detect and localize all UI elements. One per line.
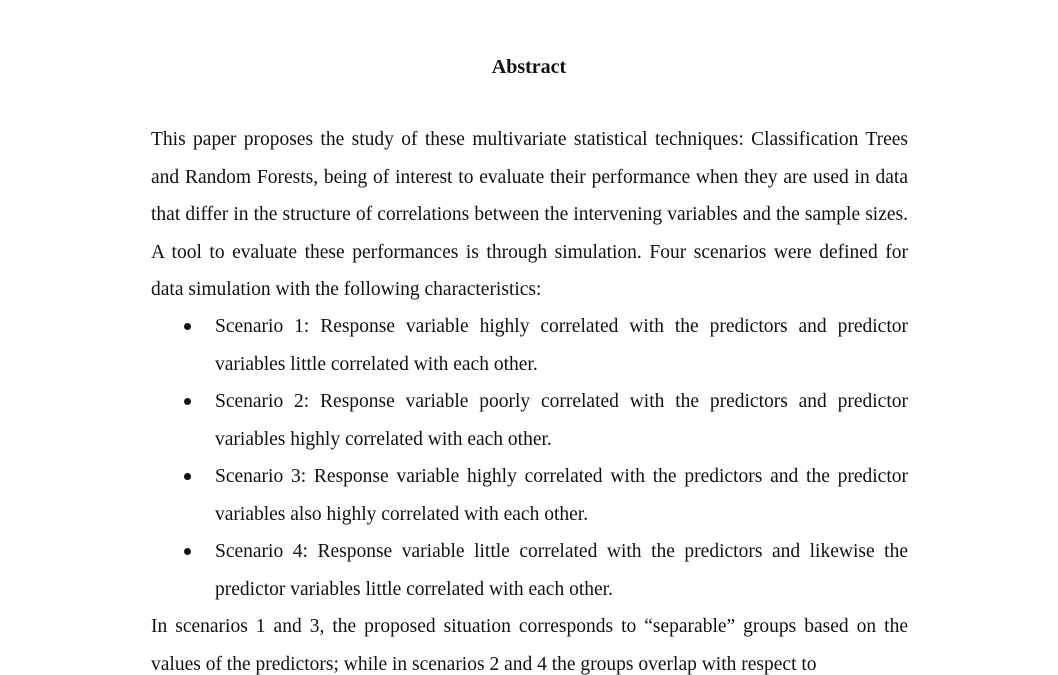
bullet-icon [184, 398, 191, 405]
bullet-icon [184, 473, 191, 480]
scenario-list [151, 308, 908, 608]
bullet-icon [184, 323, 191, 330]
scenario-text-3: Scenario 3: Response variable highly correlated with the predictors and the predictor variables also highly correlated with each other. [215, 466, 908, 525]
scenario-text-4: Scenario 4: Response variable little correlated with the predictors and likewise the predictor variables little correlated with each other. [215, 541, 908, 600]
scenario-text-2: Scenario 2: Response variable poorly correlated with the predictors and predictor variables highly correlated with each other. [215, 391, 908, 450]
scenario-item-2 [151, 383, 908, 458]
scenario-item-1 [151, 308, 908, 383]
abstract-heading: Abstract [491, 56, 567, 78]
scenario-item-3 [151, 458, 908, 533]
abstract-paragraph-scenarios: In scenarios 1 and 3, the proposed situation corresponds to “separable” groups based on the values of the predictors; while in scenarios 2 and 4 the groups overlap with respect to [151, 616, 908, 675]
bullet-icon [184, 548, 191, 555]
scenario-item-4 [151, 533, 908, 608]
abstract-paragraph-intro: This paper proposes the study of these multivariate statistical techniques: Classification Trees and Random Forests, being of interest to evaluate their performance when they are used in data that differ in the structure of correlations between the intervening variables and the sample sizes. A tool to evaluate these performances is through simulation. Four scenarios were defined for data simulation with the following characteristics: [151, 129, 908, 300]
scenario-text-1: Scenario 1: Response variable highly correlated with the predictors and predictor variables little correlated with each other. [215, 316, 908, 375]
